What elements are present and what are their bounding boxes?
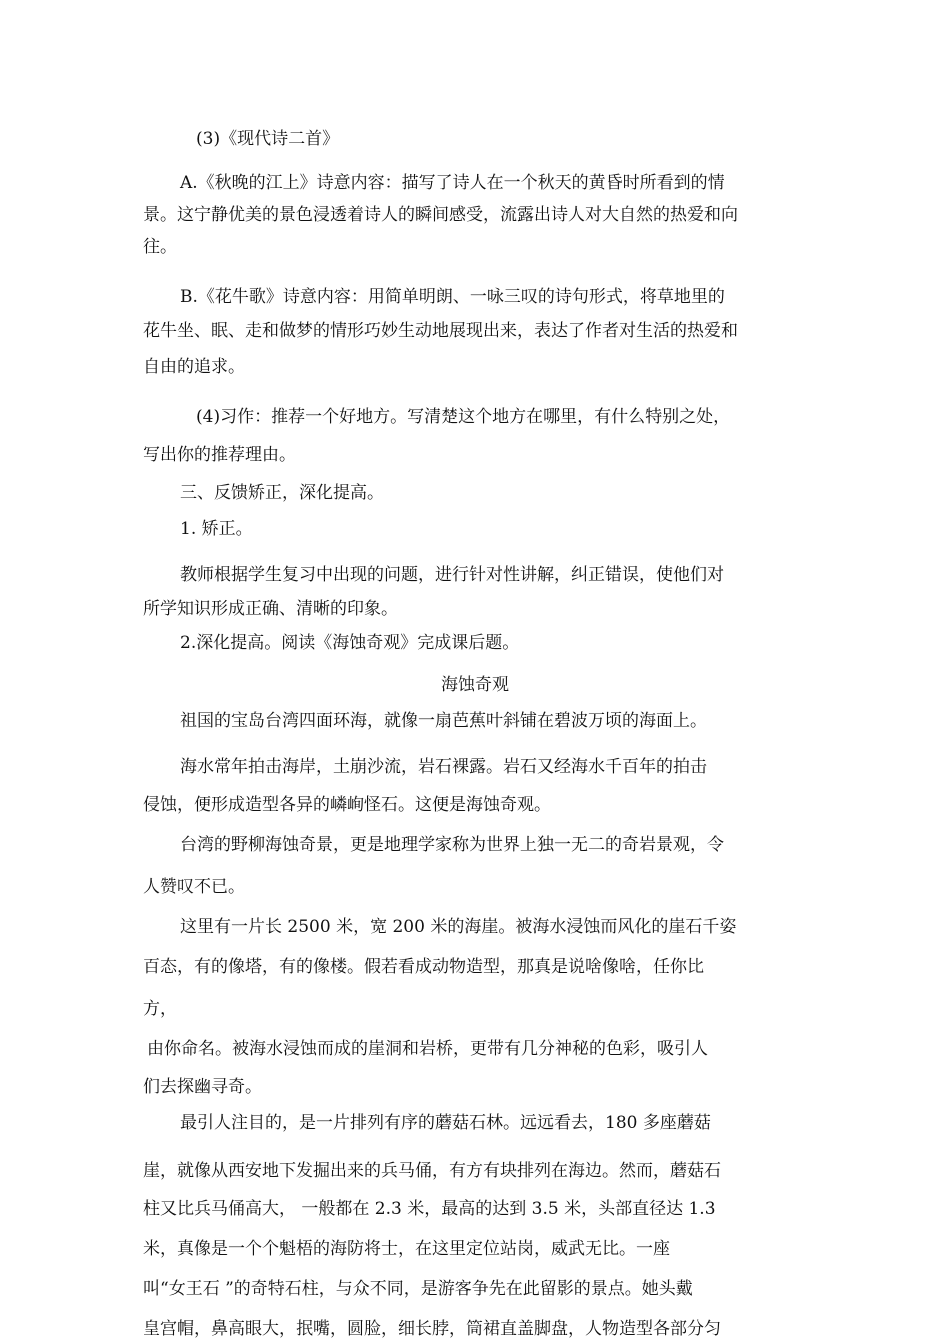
paragraph-line: 往。 [143, 237, 177, 257]
paragraph-line: 叫“女王石 ”的奇特石柱，与众不同，是游客争先在此留影的景点。她头戴 [143, 1279, 693, 1299]
section-heading-modern-poems: (3)《现代诗二首》 [196, 129, 340, 149]
paragraph-line: 这里有一片长 2500 米，宽 200 米的海崖。被海水浸蚀而风化的崖石千姿 [180, 917, 737, 937]
paragraph-line: 柱又比兵马俑高大， 一般都在 2.3 米，最高的达到 3.5 米，头部直径达 1.3 [143, 1199, 716, 1219]
paragraph-line: 台湾的野柳海蚀奇景，更是地理学家称为世界上独一无二的奇岩景观，令 [180, 835, 724, 855]
paragraph-line: 花牛坐、眠、走和做梦的情形巧妙生动地展现出来，表达了作者对生活的热爱和 [143, 321, 738, 341]
paragraph-line: 景。这宁静优美的景色浸透着诗人的瞬间感受，流露出诗人对大自然的热爱和向 [143, 205, 738, 225]
article-title: 海蚀奇观 [441, 675, 509, 695]
paragraph-line: 海水常年拍击海岸，土崩沙流，岩石裸露。岩石又经海水千百年的拍击 [180, 757, 707, 777]
paragraph-line: B.《花牛歌》诗意内容：用简单明朗、一咏三叹的诗句形式，将草地里的 [180, 287, 725, 307]
paragraph-line: 崖，就像从西安地下发掘出来的兵马俑，有方有块排列在海边。然而，蘑菇石 [143, 1161, 721, 1181]
paragraph-line: 侵蚀，便形成造型各异的嶙峋怪石。这便是海蚀奇观。 [143, 795, 551, 815]
section-heading-feedback: 三、反馈矫正，深化提高。 [180, 483, 384, 503]
paragraph-line: 人赞叹不已。 [143, 877, 245, 897]
paragraph-line: 百态，有的像塔，有的像楼。假若看成动物造型，那真是说啥像啥，任你比 [143, 957, 704, 977]
subheading-deepen: 2.深化提高。阅读《海蚀奇观》完成课后题。 [180, 633, 520, 653]
paragraph-line: A.《秋晚的江上》诗意内容：描写了诗人在一个秋天的黄昏时所看到的情 [180, 173, 725, 193]
subheading-correction: 1. 矫正。 [180, 519, 253, 539]
paragraph-line: 自由的追求。 [143, 357, 245, 377]
paragraph-line: 由你命名。被海水浸蚀而成的崖洞和岩桥，更带有几分神秘的色彩，吸引人 [147, 1039, 708, 1059]
paragraph-line: 教师根据学生复习中出现的问题，进行针对性讲解，纠正错误，使他们对 [180, 565, 724, 585]
paragraph-line: 所学知识形成正确、清晰的印象。 [143, 599, 398, 619]
paragraph-line: 方， [143, 999, 177, 1019]
section-heading-writing: (4)习作：推荐一个好地方。写清楚这个地方在哪里，有什么特别之处， [196, 407, 731, 427]
paragraph-line: 米，真像是一个个魁梧的海防将士，在这里定位站岗，威武无比。一座 [143, 1239, 670, 1259]
paragraph-line: 最引人注目的，是一片排列有序的蘑菇石林。远远看去，180 多座蘑菇 [180, 1113, 711, 1133]
paragraph-line: 皇宫帽，鼻高眼大，抿嘴，圆脸，细长脖，筒裙直盖脚盘，人物造型各部分匀 [143, 1319, 721, 1339]
paragraph-line: 祖国的宝岛台湾四面环海，就像一扇芭蕉叶斜铺在碧波万顷的海面上。 [180, 711, 707, 731]
paragraph-line: 们去探幽寻奇。 [143, 1077, 262, 1097]
paragraph-line: 写出你的推荐理由。 [143, 445, 296, 465]
